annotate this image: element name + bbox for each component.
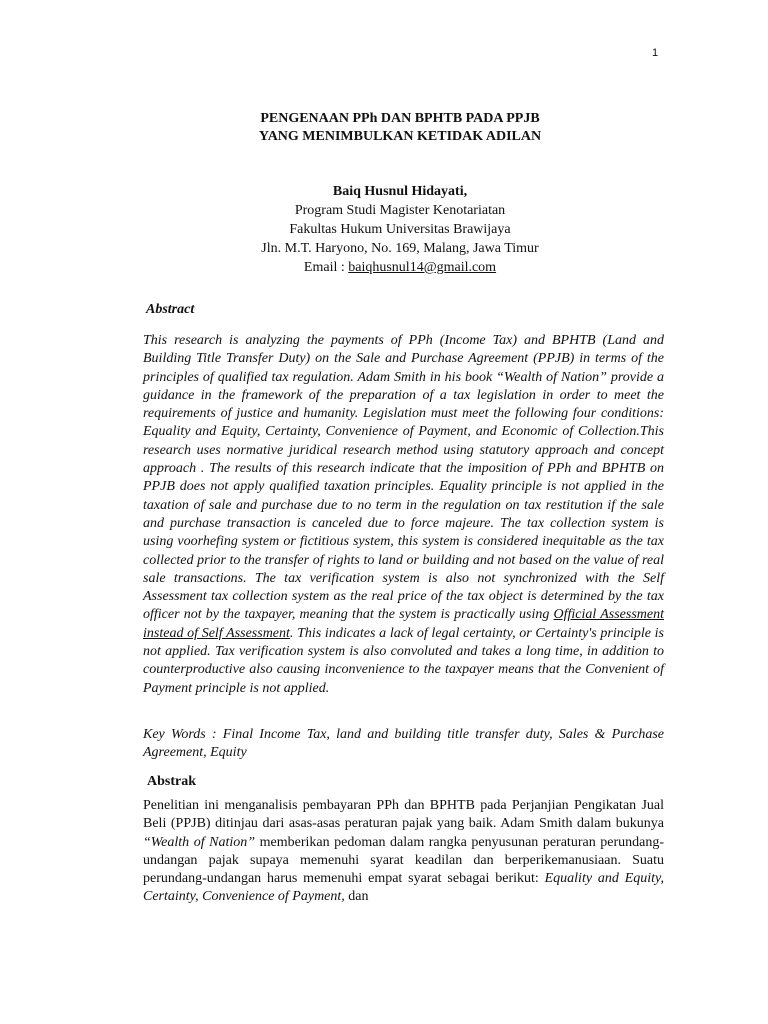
abstrak-text-part-3: dan: [344, 889, 369, 905]
author-name: Baiq Husnul Hidayati,: [332, 184, 468, 199]
author-program: Program Studi Magister Kenotariatan: [294, 203, 506, 218]
paper-title: [0, 110, 768, 146]
email-link[interactable]: baiqhusnul14@gmail.com: [348, 260, 497, 275]
abstrak-italic-principles: Equality and Equity, Certainty, Convenience of Payment,: [143, 871, 664, 905]
keywords: Key Words : Final Income Tax, land and building title transfer duty, Sales & Purchase Agreement, Equity: [143, 727, 664, 761]
abstrak-text-part-2: memberikan pedoman dalam rangka penyusunan peraturan perundang-undangan pajak supaya memenuhi syarat keadilan dan berperikemanusiaan. Suatu perundang-undangan harus memenuhi empat syarat sebagai berikut:: [143, 834, 664, 887]
author-address: Jln. M.T. Haryono, No. 169, Malang, Jawa Timur: [261, 241, 539, 256]
author-block: [0, 182, 768, 277]
abstrak-heading: Abstrak: [147, 774, 197, 789]
abstract-text-part-1: This research is analyzing the payments of PPh (Income Tax) and BPHTB (Land and Building Title Transfer Duty) on the Sale and Purchase Agreement (PPJB) in terms of the principles of qualified tax regulation. Adam Smith in his book “Wealth of Nation” provide a guidance in the framework of the preparation of a tax legislation in order to meet the requirements of justice and humanity. Legislation must meet the following four conditions: Equality and Equity, Certainty, Convenience of Payment, and Economic of Collection.This research uses normative juridical research method using statutory approach and concept approach . The results of this research indicate that the imposition of PPh and BPHTB on PPJB does not apply qualified taxation principles. Equality principle is not applied in the taxation of sale and purchase due to no term in the regulation on tax restitution if the sale and purchase transaction is canceled due to force majeure. The tax collection system is using voorhefing system or fictitious system, this system is considered inequitable as the tax collected prior to the transfer of rights to land or building and not based on the value of real sale transactions. The tax verification system is also not synchronized with the Self Assessment tax collection system as the real price of the tax object is determined by the tax officer not by the taxpayer, meaning that the system is practically using: [143, 333, 664, 623]
abstrak-body: [143, 797, 664, 907]
abstrak-text-part-1: Penelitian ini menganalisis pembayaran PPh dan BPHTB pada Perjanjian Pengikatan Jual Beli (PPJB) ditinjau dari asas-asas peraturan pajak yang baik. Adam Smith dalam bukunya: [143, 798, 664, 832]
abstract-heading: Abstract: [146, 302, 195, 317]
page-number: 1: [652, 47, 659, 59]
author-email-line: [0, 258, 768, 277]
author-faculty: Fakultas Hukum Universitas Brawijaya: [289, 222, 511, 237]
title-line-2: YANG MENIMBULKAN KETIDAK ADILAN: [258, 129, 542, 144]
abstract-underlined-phrase: Official Assessment instead of Self Assessment: [143, 607, 664, 641]
email-label: Email :: [303, 260, 349, 275]
abstrak-italic-book-title: “Wealth of Nation”: [143, 834, 256, 850]
abstract-text-part-2: . This indicates a lack of legal certainty, or Certainty's principle is not applied. Tax verification system is also convoluted and takes a long time, in addition to counterproductive also causing inconvenience to the taxpayer means that the Convenient of Payment principle is not applied.: [143, 625, 665, 696]
title-line-1: PENGENAAN PPh DAN BPHTB PADA PPJB: [260, 111, 540, 126]
abstract-body: [143, 332, 664, 698]
